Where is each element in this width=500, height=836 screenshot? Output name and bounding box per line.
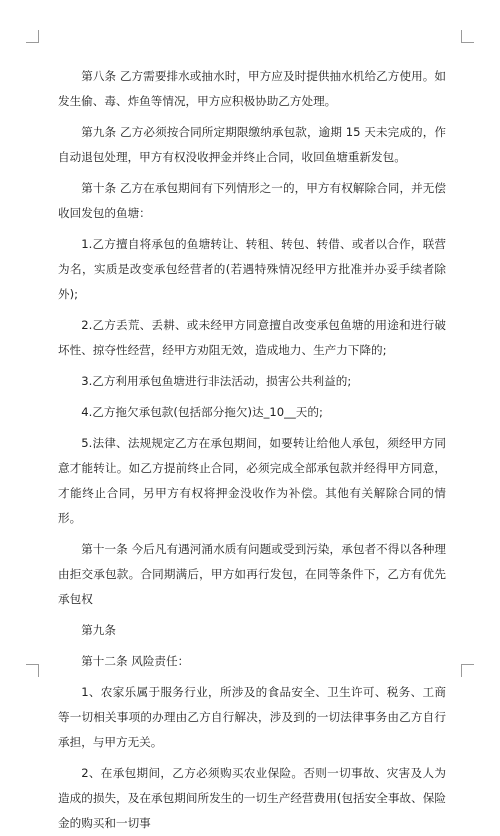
page-corner-mark-top-right	[461, 30, 474, 43]
article-10-item-1: 1.乙方擅自将承包的鱼塘转让、转租、转包、转借、或者以合作，联营为名，实质是改变承包经营者的(若遇特殊情况经甲方批准并办妥手续者除外);	[58, 237, 446, 301]
article-12-item-1: 1、农家乐属于服务行业，所涉及的食品安全、卫生许可、税务、工商等一切相关事项的办理由乙方自行解决，涉及到的一切法律事务由乙方自行承担，与甲方无关。	[58, 685, 446, 749]
document-body	[58, 64, 446, 836]
article-10-paragraph: 第十条 乙方在承包期间有下列情形之一的，甲方有权解除合同，并无偿收回发包的鱼塘：	[58, 181, 446, 220]
page-corner-mark-top-left	[26, 30, 39, 43]
article-8-paragraph: 第八条 乙方需要排水或抽水时，甲方应及时提供抽水机给乙方使用。如发生偷、毒、炸鱼等情况，甲方应积极协助乙方处理。	[58, 69, 446, 108]
article-9-paragraph: 第九条 乙方必须按合同所定期限缴纳承包款，逾期 15 天未完成的，作自动退包处理，甲方有权没收押金并终止合同，收回鱼塘重新发包。	[58, 125, 446, 164]
article-10-item-5: 5.法律、法规规定乙方在承包期间，如要转让给他人承包，须经甲方同意才能转让。如乙方提前终止合同，必须完成全部承包款并经得甲方同意，才能终止合同，另甲方有权将押金没收作为补偿。其他有关解除合同的情形。	[58, 436, 446, 525]
article-10-item-3: 3.乙方利用承包鱼塘进行非法活动，损害公共利益的;	[81, 374, 352, 388]
page-corner-mark-bottom-right	[461, 664, 474, 677]
article-10-item-4: 4.乙方拖欠承包款(包括部分拖欠)达_10__天的;	[81, 405, 323, 419]
article-11-paragraph: 第十一条 今后凡有遇河涌水质有问题或受到污染，承包者不得以各种理由拒交承包款。合同期满后，甲方如再行发包，在同等条件下，乙方有优先承包权	[58, 542, 446, 606]
article-10-item-2: 2.乙方丢荒、丢耕、或未经甲方同意擅自改变承包鱼塘的用途和进行破坏性、掠夺性经营，经甲方劝阻无效，造成地力、生产力下降的;	[58, 318, 446, 357]
article-heading-stray: 第九条	[81, 623, 116, 637]
page-corner-mark-bottom-left	[26, 664, 39, 677]
article-12-item-2: 2、在承包期间，乙方必须购买农业保险。否则一切事故、灾害及人为造成的损失，及在承包期间所发生的一切生产经营费用(包括安全事故、保险金的购买和一切事	[58, 766, 446, 830]
article-12-heading: 第十二条 风险责任：	[81, 654, 190, 668]
